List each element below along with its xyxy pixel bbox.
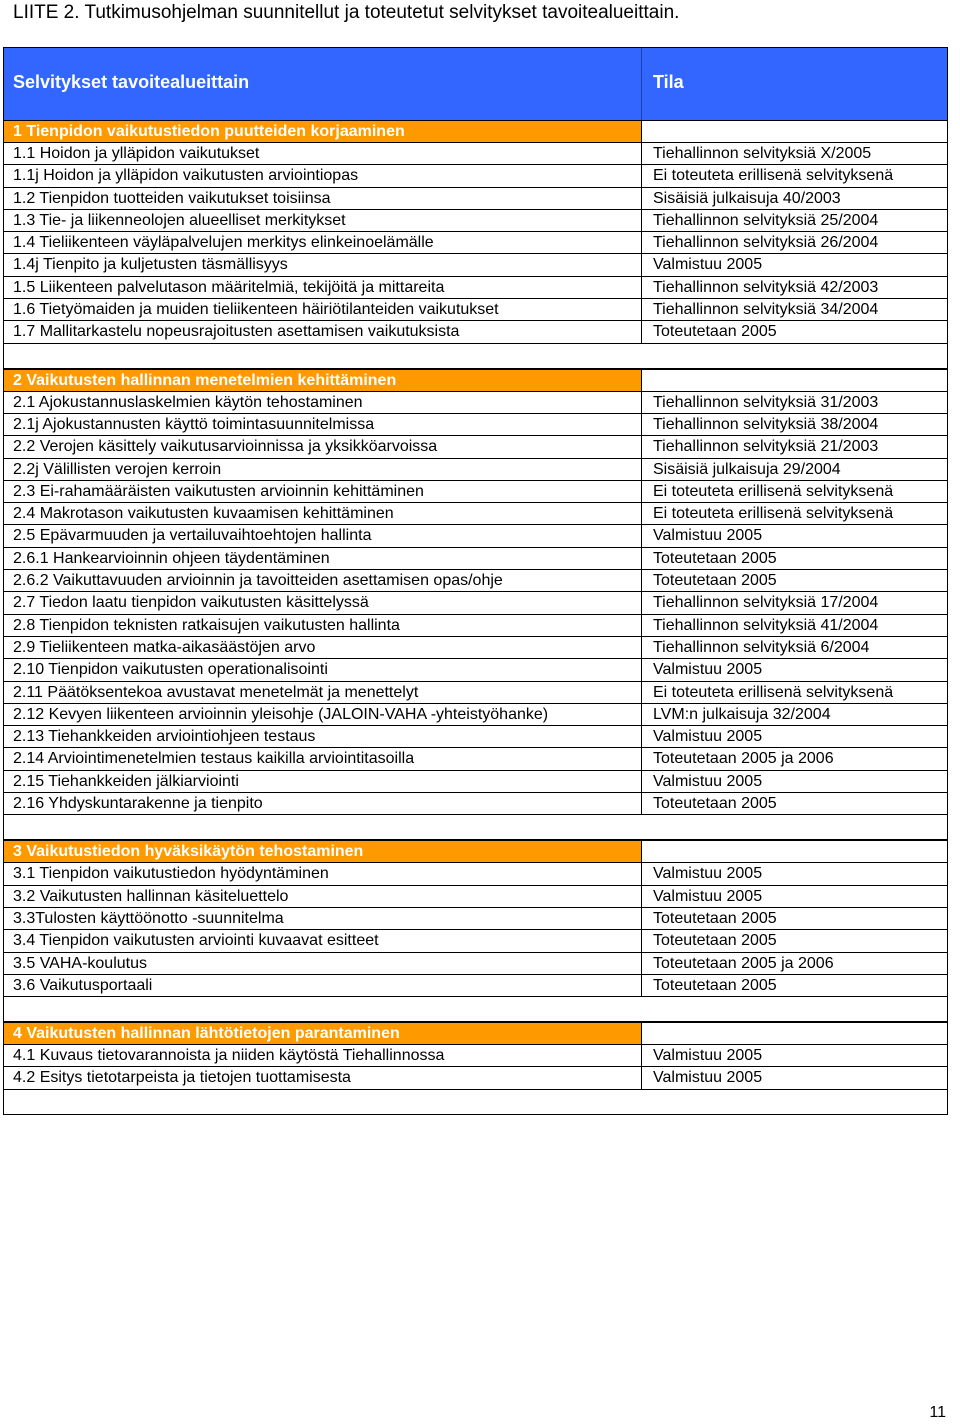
status-cell: Valmistuu 2005 xyxy=(653,661,763,679)
table-row xyxy=(4,548,947,570)
survey-name-cell: 4.2 Esitys tietotarpeista ja tietojen tuottamisesta xyxy=(13,1069,351,1087)
survey-name-cell: 1.1 Hoidon ja ylläpidon vaikutukset xyxy=(13,145,260,162)
table-row xyxy=(4,637,947,659)
table-row xyxy=(4,953,947,975)
status-cell: Toteutetaan 2005 xyxy=(653,795,777,813)
survey-name-cell: 2.9 Tieliikenteen matka-aikasäästöjen arvo xyxy=(13,638,316,656)
column-divider xyxy=(641,615,642,636)
section-heading-label: 4 Vaikutusten hallinnan lähtötietojen parantaminen xyxy=(13,1025,400,1043)
survey-name-cell: 1.7 Mallitarkastelu nopeusrajoitusten asettamisen vaikutuksista xyxy=(13,323,460,341)
table-body xyxy=(4,120,947,1114)
status-cell: LVM:n julkaisuja 32/2004 xyxy=(653,705,831,723)
table-row xyxy=(4,748,947,770)
survey-name-cell: 2.14 Arviointimenetelmien testaus kaikilla arviointitasoilla xyxy=(13,750,415,768)
survey-name-cell: 4.1 Kuvaus tietovarannoista ja niiden käytöstä Tiehallinnossa xyxy=(13,1047,445,1065)
survey-name-cell: 2.5 Epävarmuuden ja vertailuvaihtoehtojen hallinta xyxy=(13,527,372,545)
column-divider xyxy=(641,1067,642,1088)
table-row xyxy=(4,975,947,997)
column-divider xyxy=(641,143,642,164)
table-row xyxy=(4,277,947,299)
status-cell: Ei toteuteta erillisenä selvityksenä xyxy=(653,167,894,185)
status-cell: Toteutetaan 2005 xyxy=(653,976,777,994)
status-cell: Tiehallinnon selvityksiä 25/2004 xyxy=(653,211,879,229)
survey-name-cell: 3.6 Vaikutusportaali xyxy=(13,976,153,994)
table-row xyxy=(4,1045,947,1067)
table-header xyxy=(4,48,947,120)
status-cell: Toteutetaan 2005 xyxy=(653,572,777,590)
survey-name-cell: 3.1 Tienpidon vaikutustiedon hyödyntäminen xyxy=(13,865,329,883)
column-divider xyxy=(641,165,642,186)
status-cell: Tiehallinnon selvityksiä X/2005 xyxy=(653,145,872,162)
section-heading-status-cell xyxy=(641,841,947,862)
column-divider xyxy=(641,793,642,814)
survey-name-cell: 2.6.2 Vaikuttavuuden arvioinnin ja tavoitteiden asettamisen opas/ohje xyxy=(13,572,503,590)
table-end-spacer xyxy=(4,1090,947,1114)
survey-name-cell: 2.4 Makrotason vaikutusten kuvaamisen kehittäminen xyxy=(13,505,394,523)
column-divider xyxy=(641,210,642,231)
column-divider xyxy=(641,481,642,502)
column-divider xyxy=(641,232,642,253)
table-row xyxy=(4,143,947,165)
table-row xyxy=(4,908,947,930)
column-divider xyxy=(641,592,642,613)
table-row xyxy=(4,459,947,481)
page-number: 11 xyxy=(929,1404,946,1421)
survey-name-cell: 2.6.1 Hankearvioinnin ohjeen täydentäminen xyxy=(13,549,330,567)
status-cell: Valmistuu 2005 xyxy=(653,887,763,905)
table-row xyxy=(4,165,947,187)
status-cell: Tiehallinnon selvityksiä 21/2003 xyxy=(653,438,879,456)
survey-name-cell: 2.1j Ajokustannusten käyttö toimintasuunnitelmissa xyxy=(13,415,375,433)
section-heading xyxy=(4,369,947,392)
column-divider xyxy=(641,570,642,591)
survey-name-cell: 1.4j Tienpito ja kuljetusten täsmällisyys xyxy=(13,256,288,274)
section-heading-status-cell xyxy=(641,370,947,391)
column-divider xyxy=(641,637,642,658)
status-cell: Toteutetaan 2005 xyxy=(653,323,777,341)
survey-name-cell: 2.10 Tienpidon vaikutusten operationalisointi xyxy=(13,661,328,679)
table-row xyxy=(4,210,947,232)
survey-name-cell: 3.3Tulosten käyttöönotto -suunnitelma xyxy=(13,909,284,927)
table-row xyxy=(4,254,947,276)
column-divider xyxy=(641,886,642,907)
section-heading-label: 2 Vaikutusten hallinnan menetelmien kehittäminen xyxy=(13,371,397,389)
column-divider xyxy=(641,392,642,413)
table-row xyxy=(4,726,947,748)
status-cell: Toteutetaan 2005 xyxy=(653,909,777,927)
table-row xyxy=(4,863,947,885)
survey-name-cell: 2.7 Tiedon laatu tienpidon vaikutusten käsittelyssä xyxy=(13,594,369,612)
column-divider xyxy=(641,503,642,524)
status-cell: Valmistuu 2005 xyxy=(653,772,763,790)
section-heading-label: 1 Tienpidon vaikutustiedon puutteiden korjaaminen xyxy=(13,123,405,140)
table-row xyxy=(4,704,947,726)
survey-name-cell: 3.5 VAHA-koulutus xyxy=(13,954,147,972)
survey-name-cell: 3.4 Tienpidon vaikutusten arviointi kuvaavat esitteet xyxy=(13,932,379,950)
table-row xyxy=(4,592,947,614)
table-row xyxy=(4,188,947,210)
table-row xyxy=(4,793,947,815)
table-row xyxy=(4,414,947,436)
section-heading-label: 3 Vaikutustiedon hyväksikäytön tehostaminen xyxy=(13,843,364,861)
column-divider xyxy=(641,748,642,769)
status-cell: Tiehallinnon selvityksiä 42/2003 xyxy=(653,278,879,296)
table-row xyxy=(4,232,947,254)
status-cell: Tiehallinnon selvityksiä 41/2004 xyxy=(653,616,879,634)
column-divider xyxy=(641,1045,642,1066)
survey-name-cell: 1.2 Tienpidon tuotteiden vaikutukset toisiinsa xyxy=(13,189,331,207)
section-heading xyxy=(4,120,947,143)
table-row xyxy=(4,1067,947,1089)
column-divider xyxy=(641,548,642,569)
status-cell: Tiehallinnon selvityksiä 38/2004 xyxy=(653,415,879,433)
table-row xyxy=(4,886,947,908)
survey-name-cell: 2.1 Ajokustannuslaskelmien käytön tehostaminen xyxy=(13,393,363,411)
survey-name-cell: 2.16 Yhdyskuntarakenne ja tienpito xyxy=(13,795,263,813)
status-cell: Ei toteuteta erillisenä selvityksenä xyxy=(653,482,894,500)
header-col-surveys: Selvitykset tavoitealueittain xyxy=(13,72,250,92)
column-divider xyxy=(641,704,642,725)
column-divider xyxy=(641,682,642,703)
status-cell: Toteutetaan 2005 xyxy=(653,549,777,567)
status-cell: Ei toteuteta erillisenä selvityksenä xyxy=(653,683,894,701)
section-spacer xyxy=(4,815,947,840)
survey-name-cell: 2.13 Tiehankkeiden arviointiohjeen testaus xyxy=(13,728,316,746)
table-row xyxy=(4,481,947,503)
section-spacer xyxy=(4,344,947,369)
status-cell: Sisäisiä julkaisuja 40/2003 xyxy=(653,189,841,207)
table-row xyxy=(4,659,947,681)
survey-name-cell: 1.3 Tie- ja liikenneolojen alueelliset merkitykset xyxy=(13,211,346,229)
status-cell: Valmistuu 2005 xyxy=(653,256,763,274)
survey-name-cell: 2.15 Tiehankkeiden jälkiarviointi xyxy=(13,772,239,790)
status-cell: Toteutetaan 2005 ja 2006 xyxy=(653,954,834,972)
column-divider xyxy=(641,975,642,996)
survey-name-cell: 3.2 Vaikutusten hallinnan käsiteluettelo xyxy=(13,887,289,905)
column-divider xyxy=(641,525,642,546)
table-row xyxy=(4,321,947,343)
table-row xyxy=(4,682,947,704)
survey-name-cell: 1.1j Hoidon ja ylläpidon vaikutusten arviointiopas xyxy=(13,167,359,185)
column-divider xyxy=(641,254,642,275)
status-cell: Valmistuu 2005 xyxy=(653,865,763,883)
survey-name-cell: 2.12 Kevyen liikenteen arvioinnin yleisohje (JALOIN-VAHA -yhteistyöhanke) xyxy=(13,705,549,723)
status-cell: Tiehallinnon selvityksiä 17/2004 xyxy=(653,594,879,612)
survey-name-cell: 2.3 Ei-rahamääräisten vaikutusten arvioinnin kehittäminen xyxy=(13,482,424,500)
survey-name-cell: 2.2j Välillisten verojen kerroin xyxy=(13,460,222,478)
survey-name-cell: 1.4 Tieliikenteen väyläpalvelujen merkitys elinkeinoelämälle xyxy=(13,234,434,252)
status-cell: Valmistuu 2005 xyxy=(653,728,763,746)
status-cell: Valmistuu 2005 xyxy=(653,527,763,545)
column-divider xyxy=(641,863,642,884)
status-cell: Sisäisiä julkaisuja 29/2004 xyxy=(653,460,841,478)
column-divider xyxy=(641,436,642,457)
survey-name-cell: 2.8 Tienpidon teknisten ratkaisujen vaikutusten hallinta xyxy=(13,616,400,634)
column-divider xyxy=(641,930,642,951)
status-cell: Tiehallinnon selvityksiä 34/2004 xyxy=(653,301,879,319)
table-row xyxy=(4,525,947,547)
status-cell: Tiehallinnon selvityksiä 31/2003 xyxy=(653,393,879,411)
section-heading xyxy=(4,840,947,863)
column-divider xyxy=(641,299,642,320)
table-row xyxy=(4,570,947,592)
table-row xyxy=(4,615,947,637)
status-cell: Tiehallinnon selvityksiä 6/2004 xyxy=(653,638,870,656)
survey-table xyxy=(3,47,948,1115)
section-heading xyxy=(4,1022,947,1045)
status-cell: Ei toteuteta erillisenä selvityksenä xyxy=(653,505,894,523)
survey-name-cell: 2.11 Päätöksentekoa avustavat menetelmät ja menettelyt xyxy=(13,683,419,701)
table-row xyxy=(4,436,947,458)
column-divider xyxy=(641,659,642,680)
status-cell: Toteutetaan 2005 xyxy=(653,932,777,950)
table-row xyxy=(4,771,947,793)
column-divider xyxy=(641,459,642,480)
header-divider xyxy=(641,48,642,120)
column-divider xyxy=(641,414,642,435)
column-divider xyxy=(641,953,642,974)
section-heading-status-cell xyxy=(641,1023,947,1044)
column-divider xyxy=(641,908,642,929)
table-row xyxy=(4,503,947,525)
column-divider xyxy=(641,726,642,747)
column-divider xyxy=(641,771,642,792)
table-row xyxy=(4,930,947,952)
column-divider xyxy=(641,321,642,342)
status-cell: Valmistuu 2005 xyxy=(653,1069,763,1087)
section-heading-status-cell xyxy=(641,121,947,142)
table-row xyxy=(4,392,947,414)
survey-name-cell: 2.2 Verojen käsittely vaikutusarvioinnissa ja yksikköarvoissa xyxy=(13,438,438,456)
status-cell: Valmistuu 2005 xyxy=(653,1047,763,1065)
survey-name-cell: 1.6 Tietyömaiden ja muiden tieliikenteen häiriötilanteiden vaikutukset xyxy=(13,301,499,319)
header-col-status: Tila xyxy=(653,72,684,92)
page-title: LIITE 2. Tutkimusohjelman suunnitellut ja toteutetut selvitykset tavoitealueittain. xyxy=(13,2,680,23)
status-cell: Toteutetaan 2005 ja 2006 xyxy=(653,750,834,768)
status-cell: Tiehallinnon selvityksiä 26/2004 xyxy=(653,234,879,252)
table-row xyxy=(4,299,947,321)
survey-name-cell: 1.5 Liikenteen palvelutason määritelmiä, tekijöitä ja mittareita xyxy=(13,278,445,296)
column-divider xyxy=(641,277,642,298)
column-divider xyxy=(641,188,642,209)
section-spacer xyxy=(4,997,947,1022)
